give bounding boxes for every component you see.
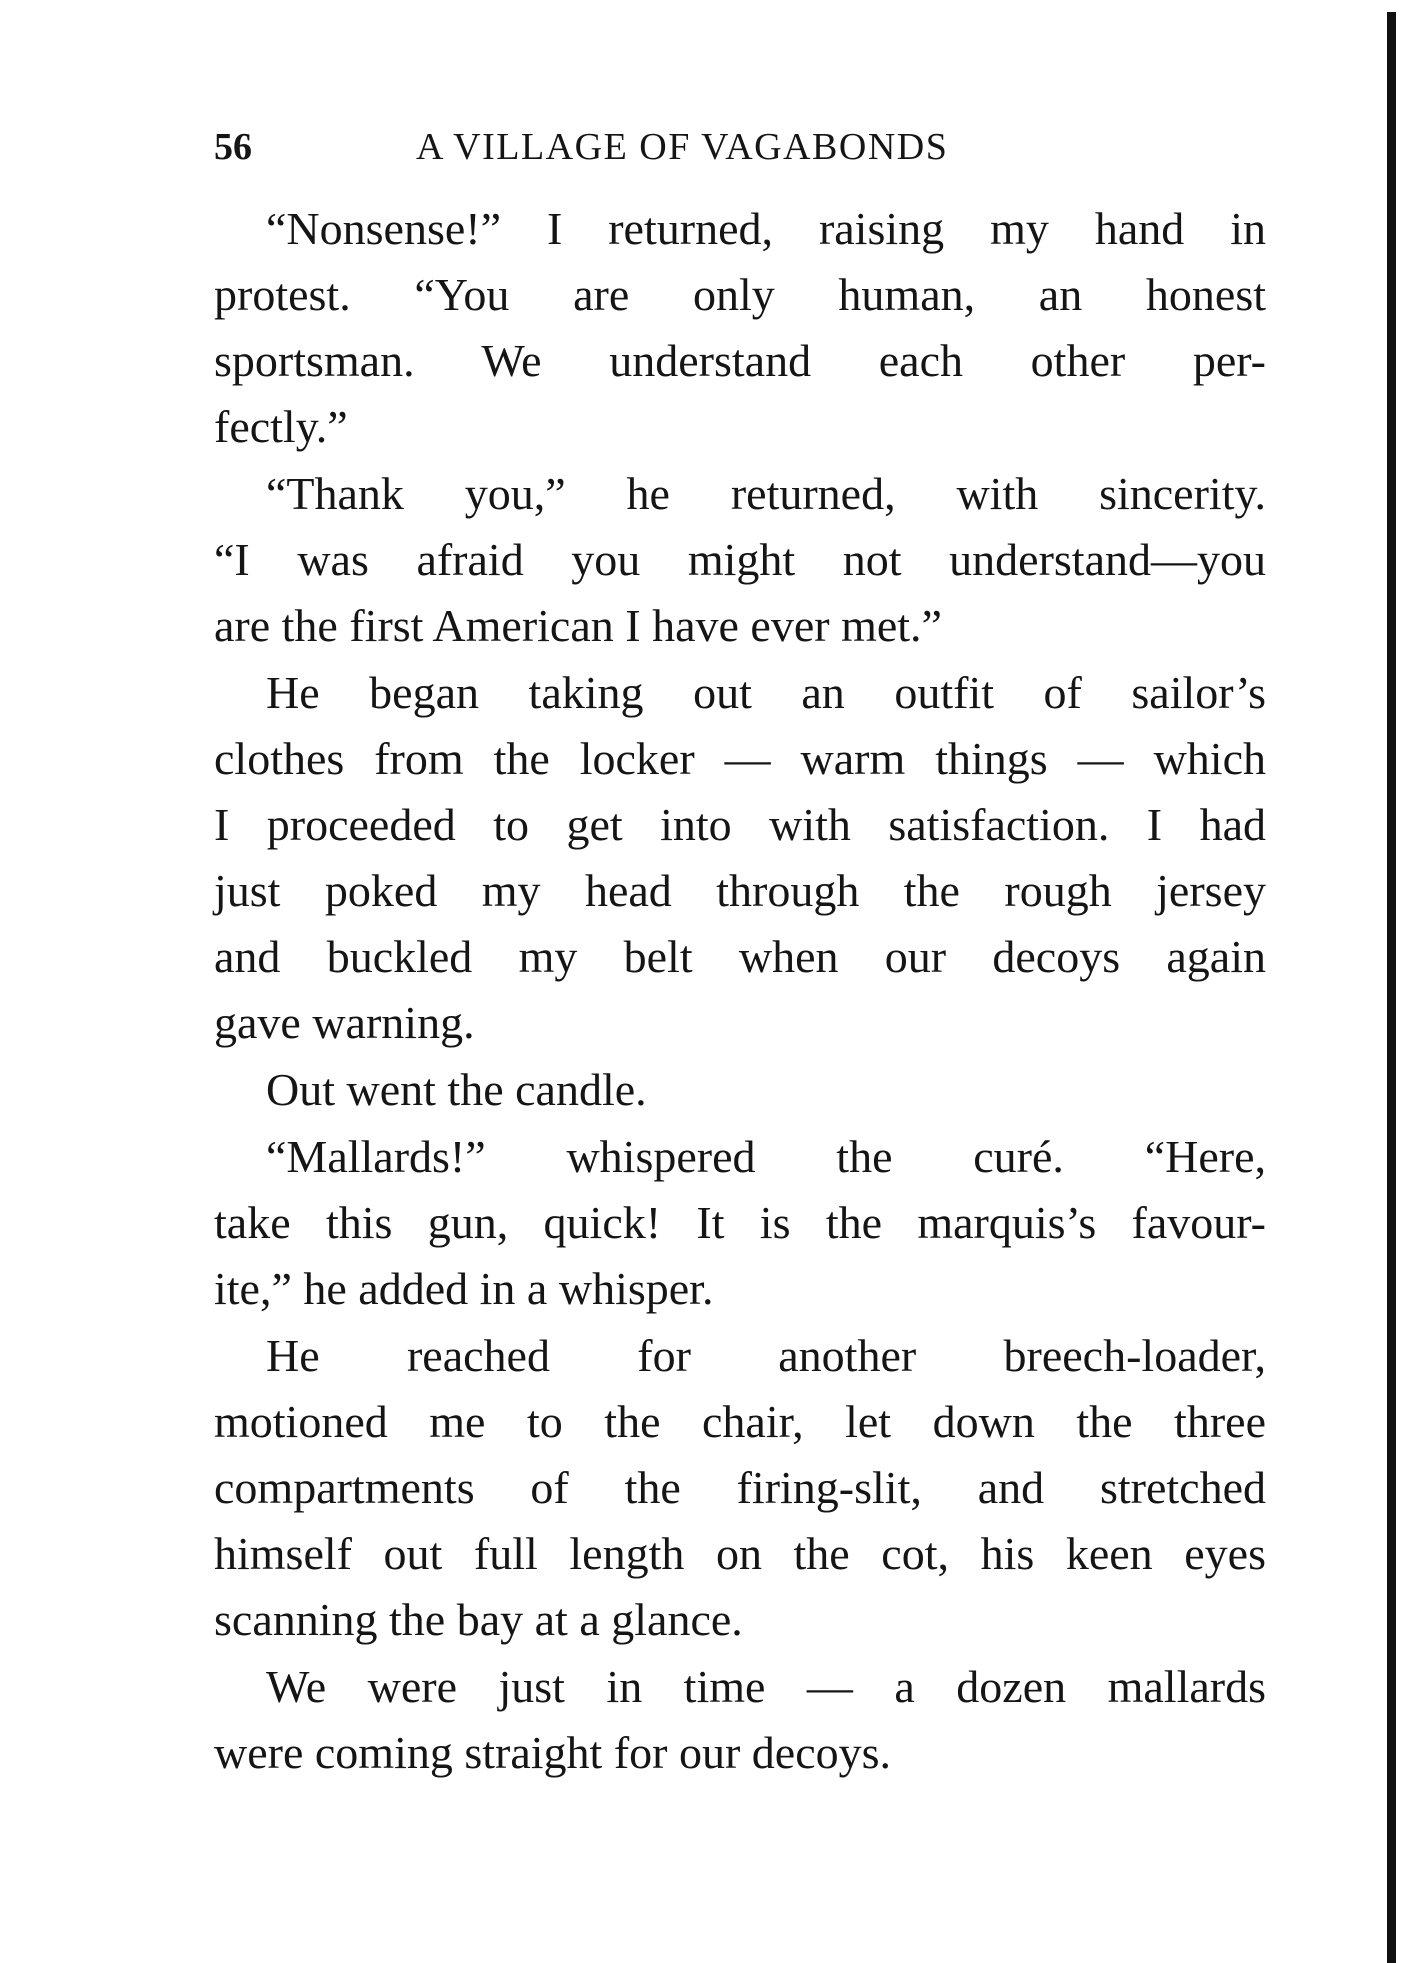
text-line: scanning the bay at a glance. [214,1594,743,1645]
page-edge-shadow [1387,12,1396,1963]
text-line: gave warning. [214,997,475,1048]
page-header [214,122,1064,172]
text-line: himself out full length on the cot, his keen eyes [214,1528,1266,1579]
text-line: are the first American I have ever met.” [214,600,942,651]
body-text [214,196,1266,1786]
paragraph-1 [214,196,1266,460]
text-line: protest. “You are only human, an honest [214,269,1266,320]
paragraph-4 [214,1057,1266,1123]
text-line: take this gun, quick! It is the marquis’s favour- [214,1197,1266,1248]
text-line: compartments of the firing-slit, and stretched [214,1462,1266,1513]
page-number: 56 [214,126,252,168]
text-line: sportsman. We understand each other per- [214,335,1266,386]
paragraph-6 [214,1323,1266,1653]
text-line: “Mallards!” whispered the curé. “Here, [266,1131,1266,1182]
text-line: “Nonsense!” I returned, raising my hand in [266,203,1266,254]
paragraph-2 [214,461,1266,659]
text-line: and buckled my belt when our decoys again [214,931,1266,982]
text-line: He reached for another breech-loader, [266,1330,1266,1381]
running-title: A VILLAGE OF VAGABONDS [416,126,949,168]
text-line: fectly.” [214,401,348,452]
text-line: “Thank you,” he returned, with sincerity. [266,468,1266,519]
paragraph-3 [214,660,1266,1056]
text-line: were coming straight for our decoys. [214,1727,892,1778]
text-line: I proceeded to get into with satisfaction. I had [214,799,1266,850]
text-line: Out went the candle. [266,1064,647,1115]
text-line: motioned me to the chair, let down the three [214,1396,1266,1447]
paragraph-5 [214,1124,1266,1322]
text-line: He began taking out an outfit of sailor’s [266,667,1266,718]
text-line: just poked my head through the rough jersey [214,865,1266,916]
paragraph-7 [214,1654,1266,1786]
text-line: ite,” he added in a whisper. [214,1263,714,1314]
text-line: clothes from the locker — warm things — which [214,733,1266,784]
text-line: “I was afraid you might not understand—you [214,534,1266,585]
text-line: We were just in time — a dozen mallards [266,1661,1266,1712]
